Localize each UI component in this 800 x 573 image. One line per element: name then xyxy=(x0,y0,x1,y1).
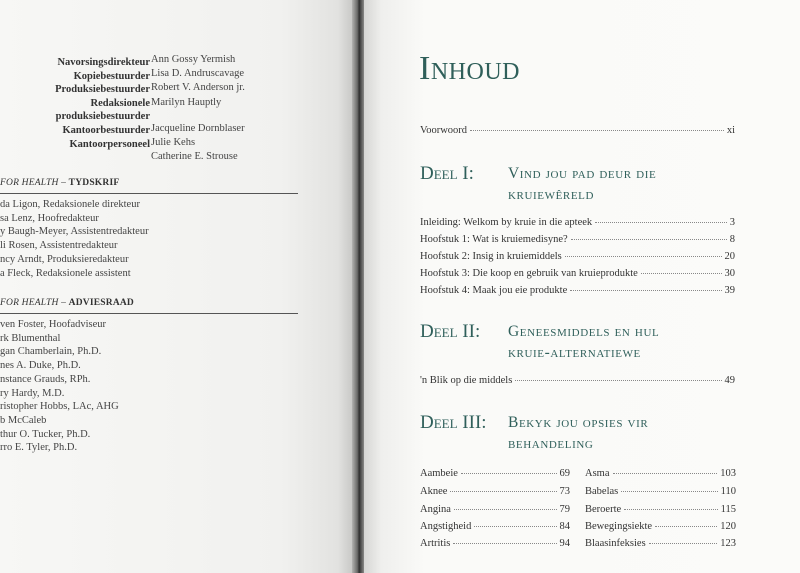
toc-entry-label: Aambeie xyxy=(420,468,458,479)
toc-entry-page: 30 xyxy=(724,268,735,279)
staff-name: Jacqueline Dornblaser xyxy=(151,122,245,134)
toc-entry-page: 79 xyxy=(559,504,570,515)
toc-entry-page: 49 xyxy=(724,375,735,386)
toc-entry-label: Hoofstuk 2: Insig in kruiemiddels xyxy=(420,251,562,262)
magazine-member: sa Lenz, Hoofredakteur xyxy=(0,212,99,224)
toc-entry-page: 20 xyxy=(724,251,735,262)
staff-role: Kantoorpersoneel xyxy=(69,138,150,150)
staff-role: Kantoorbestuurder xyxy=(62,124,150,136)
toc-entry-label: Babelas xyxy=(585,486,619,497)
toc-entry-label: Beroerte xyxy=(585,504,622,515)
magazine-heading-bold: TYDSKRIF xyxy=(68,178,120,188)
toc-entry-page: 115 xyxy=(720,504,736,515)
staff-roles xyxy=(30,56,150,151)
toc-leader-dots xyxy=(453,542,556,544)
part-3-title xyxy=(508,412,648,454)
toc-leader-dots xyxy=(570,289,721,291)
staff-names xyxy=(151,53,351,164)
advisory-member: nstance Grauds, RPh. xyxy=(0,373,91,385)
advisory-member: rro E. Tyler, Ph.D. xyxy=(0,442,78,454)
magazine-member: y Baugh-Meyer, Assistentredakteur xyxy=(0,226,149,238)
toc-leader-dots xyxy=(474,525,556,527)
toc-entry-label: 'n Blik op die middels xyxy=(420,375,513,386)
toc-entry-label: Voorwoord xyxy=(420,125,468,136)
staff-name: Ann Gossy Yermish xyxy=(151,54,236,65)
toc-entry-label: Hoofstuk 3: Die koop en gebruik van kruieprodukte xyxy=(420,268,638,279)
magazine-rule xyxy=(0,193,298,194)
toc-leader-dots xyxy=(624,508,717,510)
toc-entry-label: Blaasinfeksies xyxy=(585,538,646,549)
toc-entry-page: 110 xyxy=(720,486,736,497)
toc-entry xyxy=(420,234,735,245)
staff-name: Robert V. Anderson jr. xyxy=(151,82,245,94)
toc-entry xyxy=(420,504,570,515)
advisory-rule xyxy=(0,313,298,314)
part-title-line: behandeling xyxy=(508,435,594,452)
toc-leader-dots xyxy=(641,272,722,274)
toc-leader-dots xyxy=(571,238,727,240)
advisory-member: gan Chamberlain, Ph.D. xyxy=(0,346,102,358)
staff-role: Redaksionele xyxy=(90,97,150,109)
toc-entry-page: 73 xyxy=(559,486,570,497)
part-1-label: Deel I: xyxy=(420,163,474,184)
toc-entry xyxy=(585,486,736,497)
staff-name: Marilyn Hauptly xyxy=(151,96,222,108)
advisory-member: ry Hardy, M.D. xyxy=(0,387,65,399)
magazine-member: ncy Arndt, Produksieredakteur xyxy=(0,253,129,265)
advisory-member: nes A. Duke, Ph.D. xyxy=(0,360,81,372)
toc-entry-page: 94 xyxy=(559,538,570,549)
magazine-member: da Ligon, Redaksionele direkteur xyxy=(0,199,140,210)
toc-entry-page: 123 xyxy=(720,538,736,549)
magazine-members xyxy=(0,198,240,280)
part-2-title xyxy=(508,321,659,363)
toc-entry-page: 3 xyxy=(729,217,735,228)
toc-leader-dots xyxy=(454,508,557,510)
toc-entry-page: 120 xyxy=(720,521,736,532)
advisory-member: ristopher Hobbs, LAc, AHG xyxy=(0,401,119,413)
toc-entry xyxy=(585,504,736,515)
spacer xyxy=(151,110,351,122)
staff-role: Produksiebestuurder xyxy=(55,84,150,96)
toc-title: Inhoud xyxy=(419,50,520,87)
toc-leader-dots xyxy=(450,490,556,492)
toc-leader-dots xyxy=(595,221,727,223)
toc-entry-page: 39 xyxy=(724,285,735,296)
staff-name: Julie Kehs xyxy=(151,137,196,149)
part-1-title xyxy=(508,163,656,205)
toc-leader-dots xyxy=(655,525,717,527)
toc-entry xyxy=(420,268,735,279)
staff-role: Kopiebestuurder xyxy=(73,70,150,82)
toc-entry-foreword xyxy=(420,125,735,136)
advisory-heading-italic: FOR HEALTH – xyxy=(0,298,67,308)
advisory-member: rk Blumenthal xyxy=(0,332,61,344)
toc-entry xyxy=(420,375,735,386)
toc-leader-dots xyxy=(649,542,718,544)
toc-entry-page: 8 xyxy=(729,234,735,245)
part-3-label: Deel III: xyxy=(420,412,487,433)
toc-leader-dots xyxy=(461,472,557,474)
toc-entry-label: Artritis xyxy=(420,538,451,549)
part-title-line: Bekyk jou opsies vir xyxy=(508,414,649,431)
part-title-line: Geneesmiddels en hul xyxy=(508,323,660,340)
toc-entry-label: Aknee xyxy=(420,486,448,497)
toc-entry-label: Bewegingsiekte xyxy=(585,521,653,532)
advisory-heading-bold: ADVIESRAAD xyxy=(68,298,134,308)
advisory-member: thur O. Tucker, Ph.D. xyxy=(0,428,91,440)
toc-leader-dots xyxy=(470,129,724,131)
advisory-heading xyxy=(0,298,134,308)
staff-name: Catherine E. Strouse xyxy=(151,151,238,163)
toc-entry-label: Hoofstuk 4: Maak jou eie produkte xyxy=(420,285,568,296)
toc-entry xyxy=(420,285,735,296)
advisory-member: b McCaleb xyxy=(0,414,47,426)
toc-leader-dots xyxy=(565,255,722,257)
part-title-line: kruie-alternatiewe xyxy=(508,344,641,361)
toc-entry-page: 69 xyxy=(559,468,570,479)
toc-entry xyxy=(420,217,735,228)
staff-role: Navorsingsdirekteur xyxy=(57,57,150,68)
toc-entry-label: Angstigheid xyxy=(420,521,472,532)
left-page xyxy=(0,0,352,573)
toc-leader-dots xyxy=(515,379,721,381)
toc-entry-label: Angina xyxy=(420,504,451,515)
toc-entry xyxy=(420,468,570,479)
toc-entry-page: xi xyxy=(726,125,735,136)
part-title-line: kruiewêreld xyxy=(508,186,595,203)
magazine-member: li Rosen, Assistentredakteur xyxy=(0,240,118,252)
part-2-label: Deel II: xyxy=(420,321,481,342)
toc-entry-label: Asma xyxy=(585,468,610,479)
magazine-heading xyxy=(0,178,119,188)
toc-entry-label: Inleiding: Welkom by kruie in die apteek xyxy=(420,217,593,228)
advisory-members xyxy=(0,318,240,455)
book-gutter xyxy=(352,0,364,573)
toc-entry xyxy=(420,486,570,497)
part-title-line: Vind jou pad deur die xyxy=(508,165,657,182)
staff-role: produksiebestuurder xyxy=(55,111,150,123)
toc-entry-page: 103 xyxy=(720,468,736,479)
toc-entry-label: Hoofstuk 1: Wat is kruiemedisyne? xyxy=(420,234,568,245)
magazine-heading-italic: FOR HEALTH – xyxy=(0,178,67,188)
toc-entry xyxy=(420,538,570,549)
toc-entry xyxy=(420,521,570,532)
toc-entry-page: 84 xyxy=(559,521,570,532)
toc-entry xyxy=(585,468,736,479)
magazine-member: a Fleck, Redaksionele assistent xyxy=(0,267,131,279)
toc-entry xyxy=(420,251,735,262)
advisory-member: ven Foster, Hoofadviseur xyxy=(0,319,107,330)
toc-entry xyxy=(585,538,736,549)
toc-leader-dots xyxy=(613,472,718,474)
toc-leader-dots xyxy=(621,490,717,492)
toc-entry xyxy=(585,521,736,532)
staff-name: Lisa D. Andruscavage xyxy=(151,68,245,80)
